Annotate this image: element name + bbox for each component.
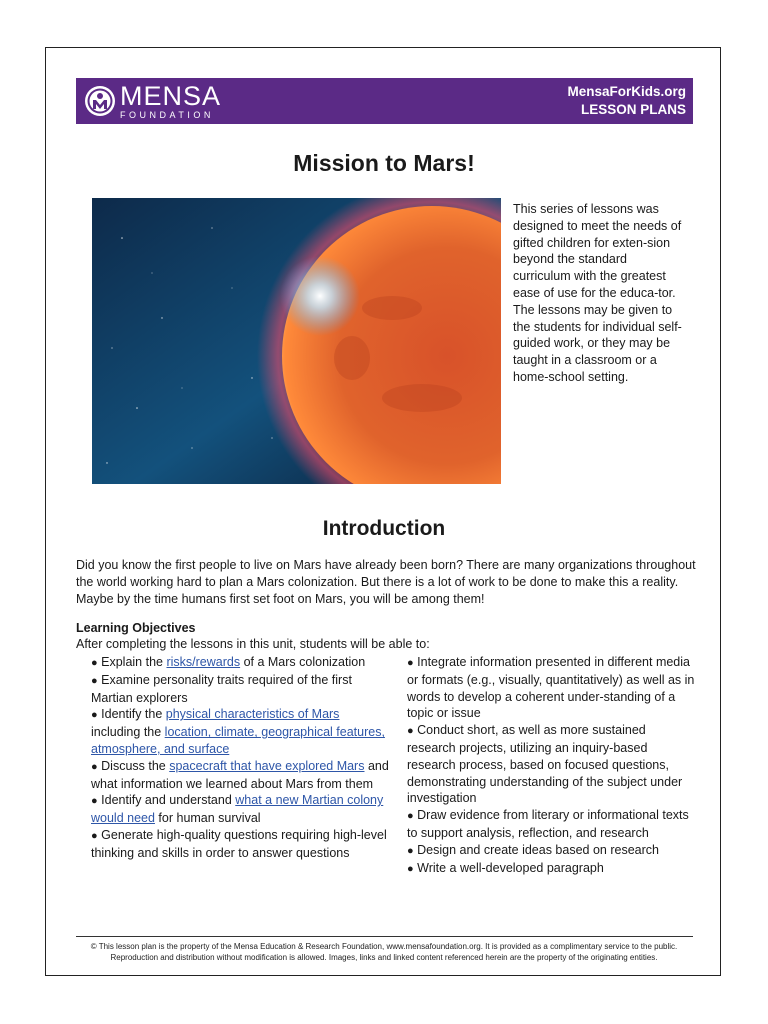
- header-bar: [76, 78, 693, 124]
- list-item: ● Write a well-developed paragraph: [407, 860, 604, 875]
- logo-subtitle: FOUNDATION: [120, 109, 214, 120]
- mars-image: [92, 198, 501, 484]
- list-item: ● Identify the physical characteristics of Mars including the location, climate, geographical features, atmosphere, and surface: [91, 707, 385, 756]
- footer-line-2: Reproduction and distribution without modification is allowed. Images, links and linked content referenced herein are the property of the originating entities.: [110, 953, 658, 962]
- physical-characteristics-link[interactable]: physical characteristics of Mars: [165, 707, 340, 722]
- martian-colony-link[interactable]: what a new Martian colony would need: [91, 793, 384, 826]
- list-item: ● Explain the risks/rewards of a Mars colonization: [91, 655, 366, 669]
- logo-name: MENSA: [120, 80, 222, 111]
- risks-rewards-link[interactable]: risks/rewards: [166, 655, 241, 669]
- list-item: ● Draw evidence from literary or informational texts to support analysis, reflection, and research: [407, 808, 689, 840]
- page-title: Mission to Mars!: [293, 150, 475, 176]
- location-climate-link[interactable]: location, climate, geographical features, atmosphere, and surface: [91, 725, 385, 756]
- footer-divider: [76, 936, 693, 937]
- learning-objectives-lead: After completing the lessons in this unit, students will be able to:: [76, 637, 430, 651]
- mensa-logo-icon: [84, 85, 116, 117]
- list-item: ● Generate high-quality questions requiring high-level thinking and skills in order to answer questions: [91, 827, 387, 860]
- objectives-right-column: [407, 654, 697, 877]
- header-right: [567, 83, 686, 119]
- list-item: ● Conduct short, as well as more sustained research projects, utilizing an inquiry-based research process, based on focused questions, demonstrating understanding of the subject under investigation: [407, 723, 683, 806]
- list-item: ● Identify and understand what a new Martian colony would need for human survival: [91, 793, 384, 826]
- site-name[interactable]: MensaForKids.org: [567, 84, 686, 99]
- introduction-heading: Introduction: [322, 517, 446, 540]
- list-item: ● Design and create ideas based on research: [407, 842, 659, 857]
- spacecraft-link[interactable]: spacecraft that have explored Mars: [169, 758, 365, 773]
- mensa-logo[interactable]: [84, 80, 222, 120]
- introduction-paragraph: Did you know the first people to live on Mars have already been born? There are many organizations throughout the world working hard to plan a Mars colonization. But there is a lot of work to be done to make this a reality. Maybe by the time humans first set foot on Mars, you will be among them!: [76, 558, 696, 606]
- list-item: ● Integrate information presented in different media or formats (e.g., visually, quantitatively) as well as in words to develop a coherent under-standing of a topic or issue: [407, 655, 695, 721]
- footer: [60, 941, 708, 963]
- footer-line-1: © This lesson plan is the property of the Mensa Education & Research Foundation, www.mensafoundation.org. It is provided as a complimentary service to the public.: [90, 942, 678, 951]
- intro-side-text: This series of lessons was designed to meet the needs of gifted children for exten-sion beyond the standard curriculum with the greatest ease of use for the educa-tor. The lessons may be given to the students for individual self-guided work, or they may be taught in a classroom or a home-school setting.: [513, 202, 682, 384]
- section-name: LESSON PLANS: [580, 102, 686, 117]
- list-item: ● Discuss the spacecraft that have explored Mars and what information we learned about Mars from them: [91, 758, 389, 791]
- list-item: ● Examine personality traits required of the first Martian explorers: [91, 672, 352, 705]
- learning-objectives-heading: Learning Objectives: [76, 621, 196, 635]
- objectives-left-column: [91, 654, 391, 862]
